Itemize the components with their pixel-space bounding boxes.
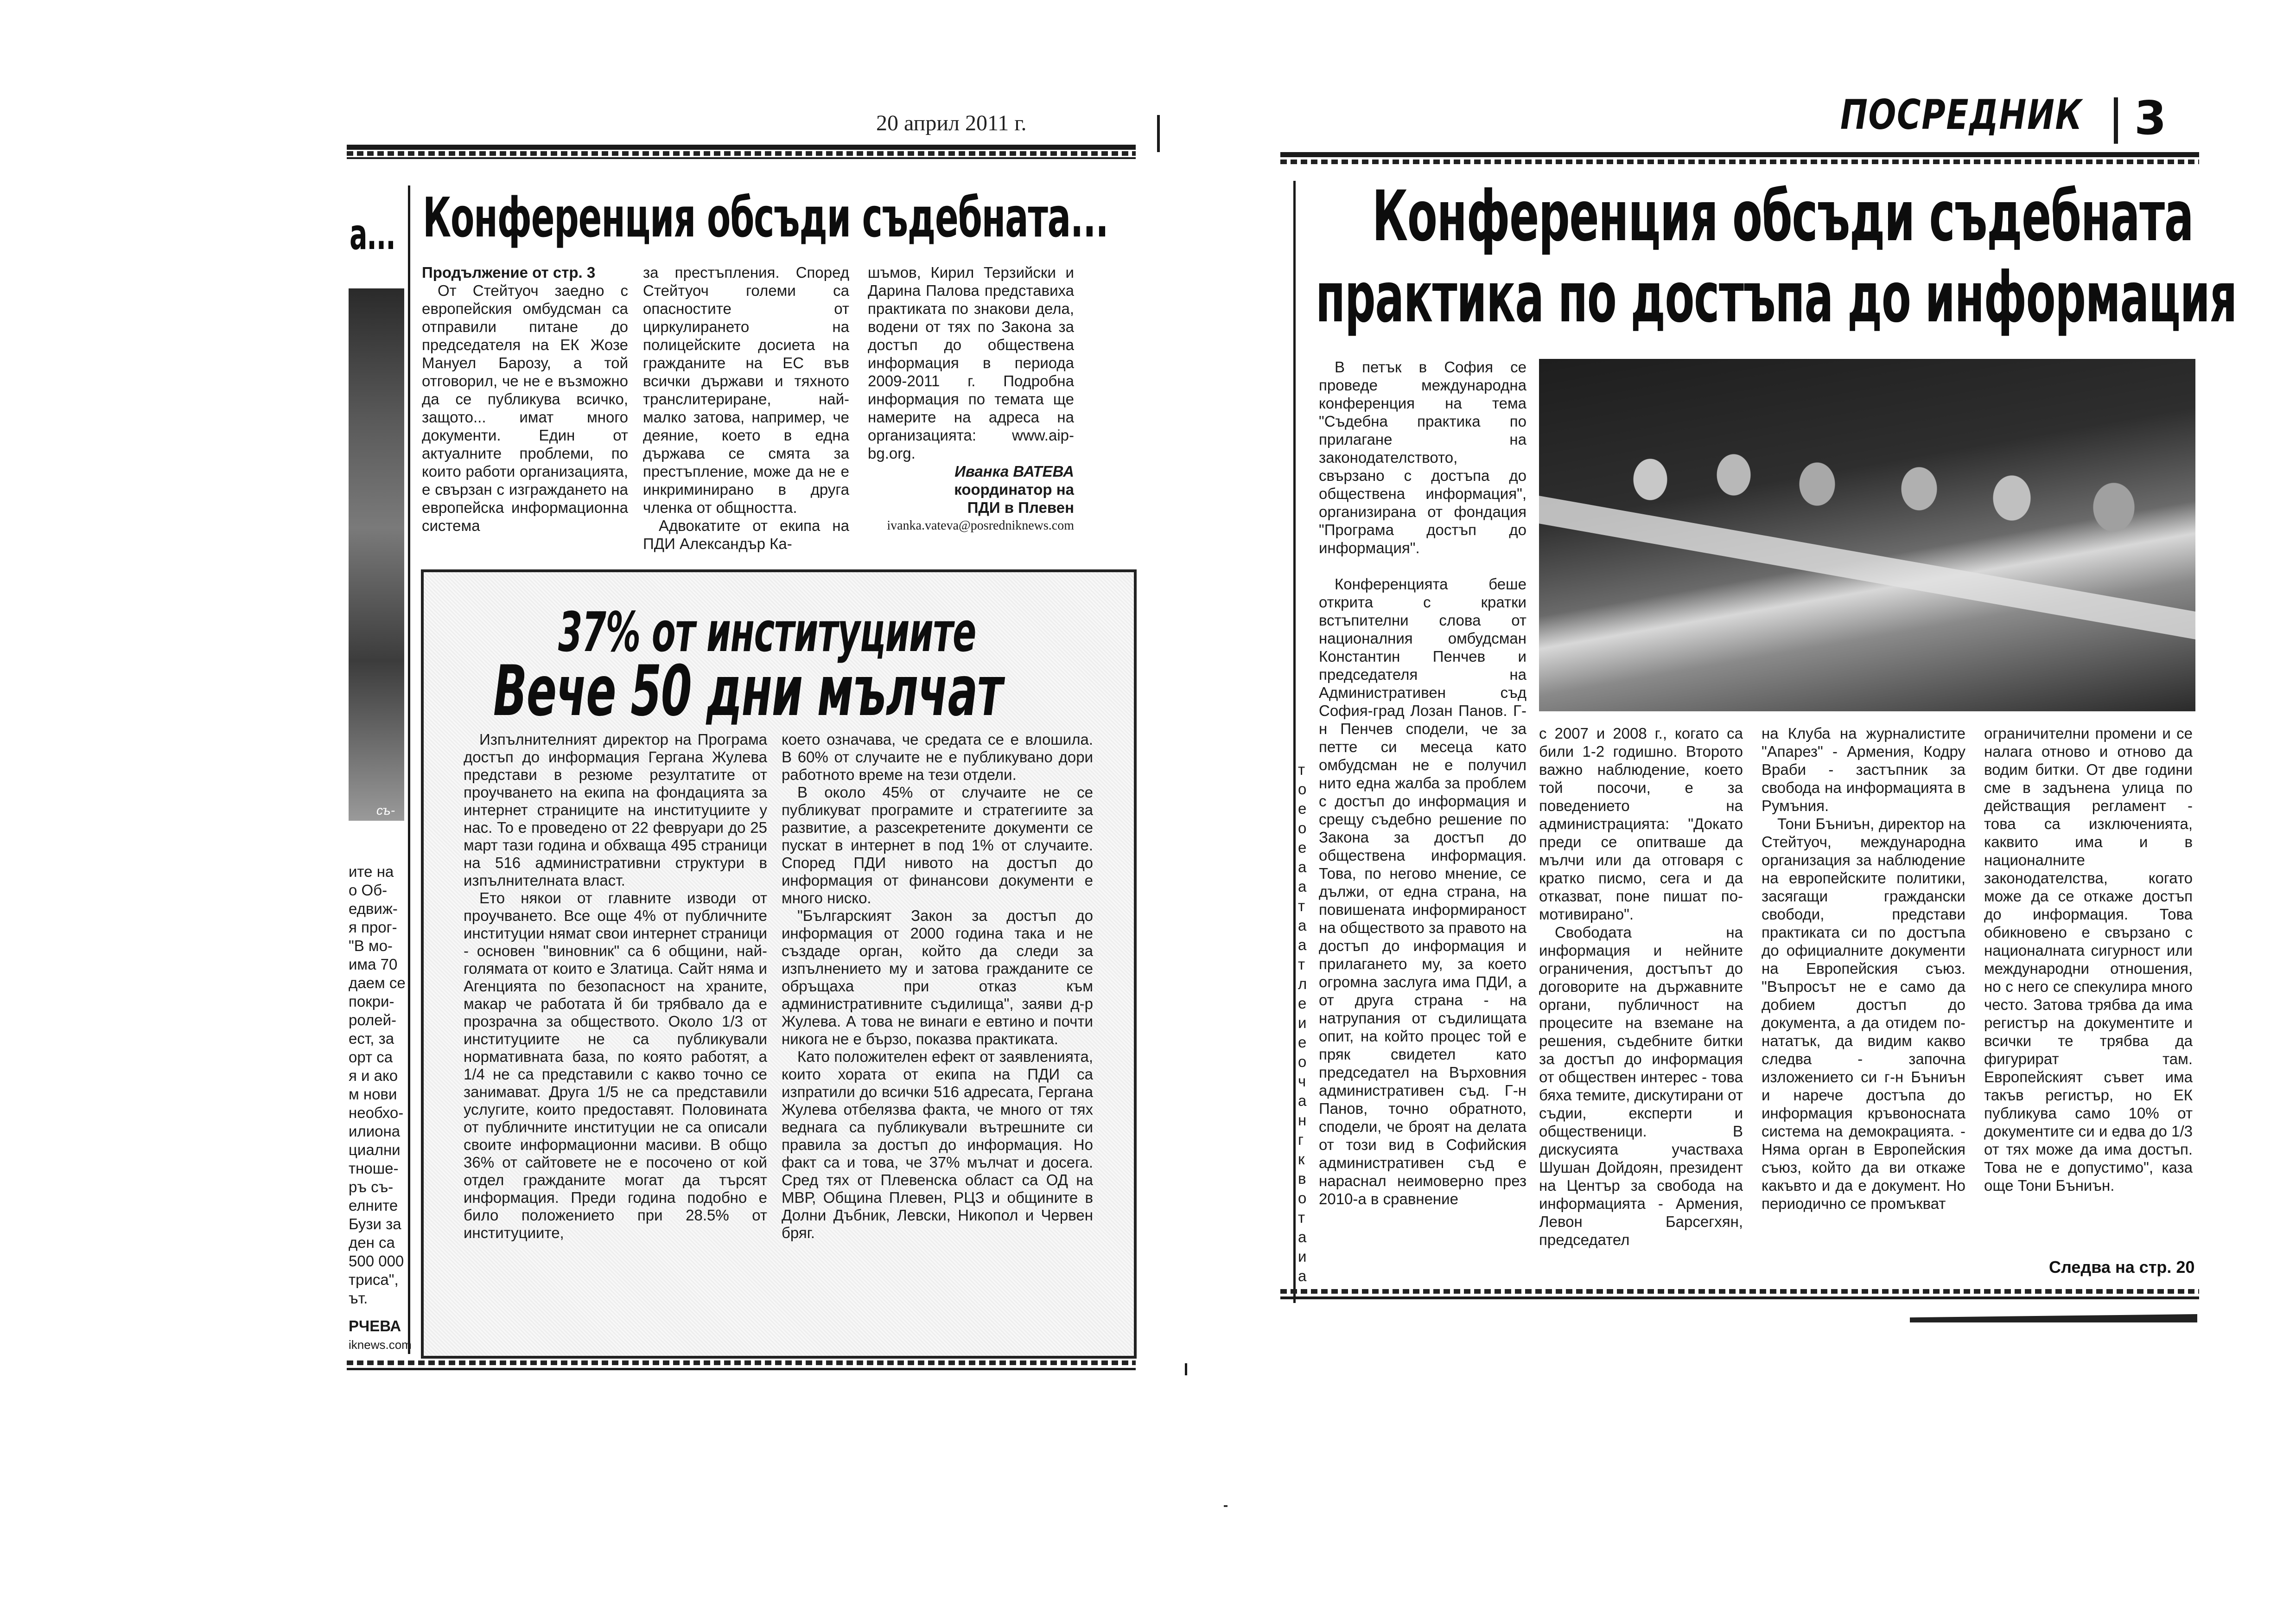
edge-letter: а	[1298, 878, 1307, 895]
edge-letter: т	[1298, 897, 1305, 914]
author-email: ivanka.vateva@posredniknews.com	[887, 518, 1074, 533]
edge-letter: о	[1298, 780, 1307, 798]
edge-fragment: тноше-	[349, 1160, 399, 1177]
scan-speck	[1224, 1505, 1228, 1507]
left-edge-photo	[349, 288, 404, 821]
edge-letter: о	[1298, 1189, 1307, 1207]
box-col2	[782, 731, 1093, 1242]
right-col4	[1984, 724, 2193, 1194]
edge-letter: а	[1298, 1267, 1307, 1284]
edge-fragment: едвиж-	[349, 900, 398, 917]
edge-fragment: я и ако	[349, 1067, 398, 1084]
left-col3-text: шъмов, Кирил Терзийски и Дарина Палова представиха практиката по знакови дела, водени от тях по Закона за достъп до обществена информация в периода 2009-2011 г. Подробна информация по темата ще намерите на адреса на организацията: www.aip-bg.org.	[868, 264, 1074, 462]
box-headline-1: 37% от институциите	[558, 600, 976, 664]
right-col2	[1539, 724, 1743, 1249]
edge-letter: ч	[1298, 1073, 1306, 1090]
author-role-2: ПДИ в Плевен	[967, 499, 1074, 516]
photo-caption-fragment: съ-	[376, 803, 395, 817]
edge-fragment: циални	[349, 1141, 401, 1158]
right-col2-text: с 2007 и 2008 г., когато са били 1-2 годишно. Второто важно наблюдение, което той посочи, е за поведението на администрацията: "Докато преди се опитваше да мълчи или да отговаря с кратко писмо, сега и да отказват, поне пишат по-мотивирано".	[1539, 725, 1743, 923]
right-col1-cont	[1319, 575, 1526, 1208]
left-top-rule-thin	[347, 157, 1136, 159]
left-col2b-text: Адвокатите от екипа на ПДИ Александър Ка-	[643, 517, 849, 552]
right-top-rule	[1280, 152, 2199, 157]
box-col1b-text: Ето някои от главните изводи от проучването. Все още 4% от публичните институции нямат свои интернет страници - основен "виновник" са 6 общини, най-голямата от които е Златица. Сайт няма и Агенцията по безопасност на храните, макар че работата й би трябвало да е прозрачна за обществото. Около 1/3 от институциите не са публикували нормативната база, по която работят, а 1/4 не са представили с какво точно се занимават. Друга 1/5 не са представили услугите, които предоставят. Половината от публичните институции не са описали своите информационни масиви. В общо 36% от сайтовете не е посочено от кой отдел гражданите могат да търсят информация. Преди година подобно е било положението при 28.5% от институциите,	[464, 889, 767, 1241]
edge-fragment: ръ съ-	[349, 1178, 394, 1195]
continued-note: Следва на стр. 20	[2049, 1258, 2195, 1277]
right-headline-line1: Конференция обсъди съдебната	[1372, 176, 2194, 257]
edge-fragment: ът.	[349, 1290, 368, 1307]
right-bottom-rule	[1280, 1296, 2199, 1299]
edge-fragment: илиона	[349, 1123, 401, 1140]
box-col2d-text: Като положителен ефект от заявленията, които хората от екипа на ПДИ са изпратили до всички 516 адресата, Гергана Жулева отбелязва факта, че много от тях веднага са публикували вътрешните си правила за достъп до информация. Но факт са и това, че 37% мълчат и досега. Сред тях от Плевенска област са ОД на МВР, Община Плевен, РЦЗ и общините в Долни Дъбник, Левски, Никопол и Червен бряг.	[782, 1048, 1093, 1241]
edge-letter: е	[1298, 839, 1307, 856]
edge-fragment: 500 000	[349, 1252, 404, 1270]
right-col4-text: ограничителни промени и се налага отново и отново да водим битки. От две години сме в задънена улица по действащия регламент - това са изключенията, каквито има и в националните законодателства, когато може да се откаже достъп до информация. Това обикновено е свързано с националната сигурност или международни отношения, но с него се спекулира много често. Затова трябва да има регистър на документите и всички те трябва да фигурират там. Европейският съвет има такъв регистър, но ЕК публикува само 10% от документите си и едва до 1/3 от тях може да има достъп. Това не е допустимо", каза още Тони Бъниън.	[1984, 725, 2193, 1194]
left-headline: Конференция обсъди съдебната...	[423, 185, 1108, 249]
left-col2-text: за престъпления. Според Стейтуоч големи са опасностите от циркулирането на полицейските досиета на гражданите на ЕС във всички държави и тяхното транслитериране, най-малко затова, например, че деяние, което в една държава се смята за престъпление, може да не е инкриминирано в друга членка от общността.	[643, 264, 849, 516]
edge-fragment: ест, за	[349, 1030, 394, 1047]
edge-letter: о	[1298, 1053, 1307, 1070]
edge-fragment: орт са	[349, 1048, 393, 1066]
conference-photo	[1539, 359, 2195, 711]
edge-fragment: Бузи за	[349, 1215, 401, 1232]
right-edge-divider	[1293, 181, 1296, 1303]
left-article-col2	[643, 263, 849, 553]
page-number: 3	[2134, 91, 2166, 145]
edge-fragment: я прог-	[349, 919, 397, 936]
edge-letter: а	[1298, 858, 1307, 875]
edge-fragment: има 70	[349, 956, 398, 973]
left-top-rule-thick	[347, 145, 1136, 150]
edge-letter: т	[1298, 1209, 1305, 1226]
edge-letter: о	[1298, 819, 1307, 837]
box-col2b-text: В около 45% от случаите не се публикуват програмите и стратегиите за развитие, а разсекретените документи се пускат в интернет в под 1% от случаите. Според ПДИ нивото на достъп до информация от финансови документи е много ниско.	[782, 784, 1093, 907]
right-intro2-text: Конференцията беше открита с кратки встъпителни слова от националния омбудсман Константин Пенчев и председателя на Административен съд София-град Лозан Панов. Г-н Пенчев сподели, че за петте си месеца като омбудсман не е получил нито една жалба за проблем с достъп до информация и срещу съдебно решение по Закона за достъп до обществена информация. Това, по негово мнение, се дължи, от една страна, на повишената информираност на обществото за правото на достъп до информация и прилагането му, за което огромна заслуга има ПДИ, а от друга страна - на натрупания от съдилищата опит, на който процес той е пряк свидетел като председател на Върховния административен съд. Г-н Панов, точно обратното, сподели, че броят на делата от този вид в Софийския административен съд е нараснал неимоверно през 2010-а в сравнение	[1319, 575, 1526, 1207]
masthead-logo: ПОСРЕДНИК	[1840, 91, 2083, 139]
right-intro-text: В петък в София се проведе международна конференция на тема "Съдебна практика по прилагане на законодателството, свързано с достъпа до обществена информация", организирана от фондация "Програма достъп до информация".	[1319, 358, 1526, 556]
box-col2-text: което означава, че средата се е влошила. В 60% от случаите не е публикувано дори работното време на тези отдели.	[782, 731, 1093, 783]
right-col3	[1762, 724, 1965, 1213]
box-col1	[464, 731, 767, 1242]
right-col3b-text: Тони Бъниън, директор на Стейтуоч, международна организация за наблюдение на европейските политики, засягащи граждански свободи, представи практиката си по достъпа до официалните документи на Европейския съюз. "Въпросът не е само да добием достъп до документа, а да отидем по-нататък, да видим какво следва - започна изложението си г-н Бъниън и нарече достъпа до информация кръвоносната система на демокрацията. - Няма орган в Европейския съюз, който да ви откаже какъвто и да е документ. Но периодично се промъкват	[1762, 815, 1965, 1212]
left-bottom-rule	[347, 1368, 1136, 1370]
photo-table-edge	[1539, 496, 2195, 639]
edge-letter: а	[1298, 936, 1307, 953]
continuation-note: Продължение от стр. 3	[422, 264, 596, 281]
right-col2b-text: Свободата на информация и нейните ограничения, достъпът до договорите на държавните органи, публичност на процесите на вземане на решения, съдебните битки за достъп до информация от обществен интерес - това бяха темите, дискутирани от съдии, експерти и общественици. В дискусията участваха Шушан Дойдоян, президент на Център за свобода на информацията - Армения, Левон Барсегхян, председател	[1539, 924, 1743, 1248]
edge-fragment: ролей-	[349, 1011, 397, 1028]
edge-email: iknews.com	[349, 1338, 412, 1352]
left-page-date: 20 април 2011 г.	[876, 111, 1027, 135]
edge-letter: а	[1298, 917, 1307, 934]
edge-letter: г	[1298, 1131, 1304, 1148]
left-top-rule-dashed	[347, 151, 1136, 156]
left-bottom-rule-dashed	[347, 1360, 1136, 1365]
left-article-col1	[422, 263, 628, 535]
masthead-divider	[2114, 97, 2118, 144]
edge-fragment: ден са	[349, 1234, 395, 1251]
edge-fragment: елните	[349, 1197, 398, 1214]
left-edge-divider	[408, 185, 410, 1354]
edge-fragment: о Об-	[349, 881, 388, 899]
author-role-1: координатор на	[954, 481, 1074, 498]
edge-letter: л	[1298, 975, 1307, 992]
box-headline-2: Вече 50 дни мълчат	[493, 651, 1003, 732]
right-bottom-rule-dashed	[1280, 1289, 2199, 1294]
box-col1-text: Изпълнителният директор на Програма достъп до информация Гергана Жулева представи в резюме резултатите от проучването на екипа на фондацията за интернет страниците на институциите у нас. То е проведено от 22 февруари до 25 март тази година и обхваща 495 страници на 516 административни структури в изпълнителната власт.	[464, 731, 767, 889]
right-col1	[1319, 358, 1526, 557]
edge-letter: и	[1298, 1014, 1307, 1031]
edge-fragment: покри-	[349, 993, 394, 1010]
edge-fragment: м нови	[349, 1086, 397, 1103]
edge-letter: т	[1298, 956, 1305, 973]
edge-fragment: даем се	[349, 974, 406, 991]
edge-letter: е	[1298, 1034, 1307, 1051]
edge-fragment: "В мо-	[349, 937, 393, 954]
edge-fragment: необхо-	[349, 1104, 404, 1121]
edge-letter: и	[1298, 1248, 1307, 1265]
edge-letter: к	[1298, 1150, 1305, 1168]
box-col2c-text: "Българският Закон за достъп до информация от 2000 година така и не създаде орган, който да следи за изпълнението му и затова гражданите се обръщаха при отказ към административните съдилища", заяви д-р Жулева. А това не винаги е евтино и почти никога не е бързо, показва практиката.	[782, 907, 1093, 1047]
left-edge-headline: а...	[350, 210, 395, 259]
edge-fragment: триса",	[349, 1271, 399, 1288]
next-headline-shadow	[1910, 1314, 2197, 1322]
edge-author: РЧЕВА	[349, 1317, 401, 1335]
edge-letter: т	[1298, 761, 1305, 778]
institutions-box	[421, 569, 1137, 1359]
edge-letter: а	[1298, 1092, 1307, 1109]
gutter-mark-top	[1157, 115, 1160, 152]
left-col1-text: От Стейтуоч заедно с европейския омбудсман са отправили питане до председателя на ЕК Жозе Мануел Барозу, а той отговорил, че не е възможно да се публикува всичко, защото... имат много документи. Един от актуалните проблеми, по които работи организацията, е свързан с изграждането на европейска информационна система	[422, 282, 628, 534]
edge-letter: а	[1298, 1228, 1307, 1245]
edge-letter: н	[1298, 1111, 1307, 1129]
gutter-mark-bottom	[1185, 1363, 1187, 1375]
edge-fragment: ите на	[349, 863, 394, 880]
edge-letter: е	[1298, 800, 1307, 817]
edge-letter: в	[1298, 1170, 1306, 1187]
right-col3-text: на Клуба на журналистите "Апарез" - Армения, Кодру Враби - застъпник за свобода на информацията в Румъния.	[1762, 725, 1965, 814]
right-top-rule-dashed	[1280, 160, 2199, 164]
left-article-col3	[868, 263, 1074, 535]
author-name: Иванка ВАТЕВА	[954, 463, 1074, 480]
right-headline-line2: практика по достъпа до информация	[1316, 257, 2237, 338]
edge-letter: е	[1298, 995, 1307, 1012]
